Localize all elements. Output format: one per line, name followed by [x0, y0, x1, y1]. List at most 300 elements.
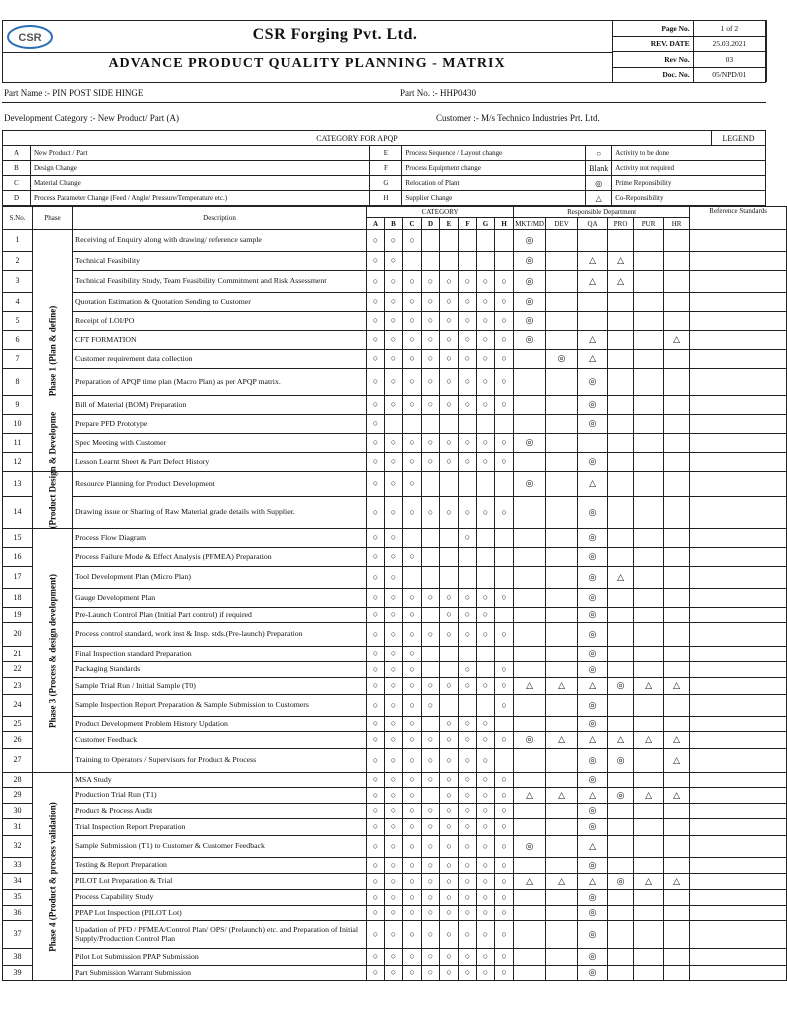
- meta-value: 03: [693, 52, 765, 68]
- dept-mark: [546, 949, 578, 966]
- category-mark: ○: [477, 678, 495, 695]
- meta-label: Page No.: [613, 21, 694, 37]
- activity-description: Quotation Estimation & Quotation Sending to Customer: [73, 293, 367, 312]
- category-mark: ○: [459, 804, 477, 819]
- category-mark: ○: [440, 369, 459, 396]
- table-row: [3, 271, 787, 293]
- category-letter: G: [370, 176, 402, 191]
- dept-mark: [634, 252, 664, 271]
- phase-cell: [33, 529, 73, 773]
- dept-mark: [514, 453, 546, 472]
- reference-cell: [690, 906, 787, 921]
- dept-mark: [664, 717, 690, 732]
- row-number: 31: [3, 819, 33, 836]
- category-letter: D: [3, 191, 31, 206]
- row-number: 36: [3, 906, 33, 921]
- dept-mark: [546, 396, 578, 415]
- dept-mark: [546, 966, 578, 981]
- category-mark: ○: [403, 271, 422, 293]
- dept-mark: [514, 567, 546, 589]
- table-row: [3, 773, 787, 788]
- apqp-matrix-table: [2, 206, 787, 981]
- dept-mark: [664, 773, 690, 788]
- dept-mark: [634, 623, 664, 647]
- category-mark: ○: [440, 608, 459, 623]
- legend-symbol: ◎: [586, 176, 612, 191]
- phase-label: Phase 1 (Plan & define): [46, 305, 57, 396]
- dept-mark: [514, 589, 546, 608]
- category-mark: ○: [495, 293, 514, 312]
- reference-cell: [690, 921, 787, 949]
- dept-mark: [634, 350, 664, 369]
- dept-mark: [664, 695, 690, 717]
- category-mark: [385, 415, 403, 434]
- dept-mark: ◎: [578, 415, 608, 434]
- col-dept: DEV: [546, 218, 578, 230]
- dept-mark: [608, 396, 634, 415]
- category-mark: ○: [367, 647, 385, 662]
- dept-mark: ◎: [578, 804, 608, 819]
- category-mark: ○: [367, 415, 385, 434]
- dept-mark: [514, 695, 546, 717]
- dept-mark: [578, 312, 608, 331]
- category-mark: ○: [422, 678, 440, 695]
- category-mark: [440, 695, 459, 717]
- reference-cell: [690, 312, 787, 331]
- dept-mark: [546, 819, 578, 836]
- dept-mark: △: [634, 788, 664, 804]
- dept-mark: [608, 949, 634, 966]
- category-mark: ○: [495, 858, 514, 874]
- category-mark: ○: [440, 906, 459, 921]
- category-mark: [422, 567, 440, 589]
- dept-mark: [608, 623, 634, 647]
- dept-mark: [608, 695, 634, 717]
- dept-mark: [546, 293, 578, 312]
- table-row: [3, 819, 787, 836]
- dept-mark: [634, 906, 664, 921]
- dept-mark: [546, 230, 578, 252]
- category-mark: ○: [495, 678, 514, 695]
- category-mark: ○: [495, 890, 514, 906]
- category-mark: ○: [477, 874, 495, 890]
- dept-mark: ◎: [578, 890, 608, 906]
- dept-mark: [664, 472, 690, 497]
- company-logo: [4, 22, 56, 52]
- category-mark: ○: [495, 396, 514, 415]
- dept-mark: [546, 434, 578, 453]
- phase-label: (Product Design & Developme: [46, 411, 57, 529]
- dept-mark: [608, 293, 634, 312]
- category-mark: [403, 567, 422, 589]
- reference-cell: [690, 497, 787, 529]
- dept-mark: [546, 921, 578, 949]
- dept-mark: [608, 453, 634, 472]
- category-mark: ○: [459, 608, 477, 623]
- category-mark: ○: [385, 836, 403, 858]
- reference-cell: [690, 966, 787, 981]
- category-mark: ○: [477, 949, 495, 966]
- row-number: 39: [3, 966, 33, 981]
- dept-mark: △: [578, 874, 608, 890]
- category-mark: [440, 415, 459, 434]
- reference-cell: [690, 788, 787, 804]
- dept-mark: [546, 804, 578, 819]
- category-mark: ○: [385, 678, 403, 695]
- category-mark: ○: [385, 396, 403, 415]
- dept-mark: [514, 819, 546, 836]
- table-row: [3, 788, 787, 804]
- dept-mark: [634, 497, 664, 529]
- category-mark: ○: [403, 331, 422, 350]
- category-mark: ○: [477, 623, 495, 647]
- table-row: [3, 252, 787, 271]
- category-mark: ○: [422, 966, 440, 981]
- dept-mark: [608, 773, 634, 788]
- category-mark: ○: [477, 788, 495, 804]
- dept-mark: △: [634, 678, 664, 695]
- dept-mark: [546, 647, 578, 662]
- category-letter: F: [370, 161, 402, 176]
- dept-mark: [634, 369, 664, 396]
- dept-mark: [634, 949, 664, 966]
- category-mark: ○: [385, 773, 403, 788]
- category-mark: ○: [459, 293, 477, 312]
- category-mark: ○: [367, 858, 385, 874]
- dept-mark: △: [664, 874, 690, 890]
- category-mark: ○: [477, 836, 495, 858]
- table-row: [3, 949, 787, 966]
- category-mark: [459, 567, 477, 589]
- table-row: [3, 836, 787, 858]
- activity-description: Packaging Standards: [73, 662, 367, 678]
- category-mark: ○: [422, 453, 440, 472]
- category-mark: [477, 567, 495, 589]
- table-row: [3, 312, 787, 331]
- meta-label: REV. DATE: [613, 36, 694, 52]
- category-mark: ○: [422, 434, 440, 453]
- category-mark: ○: [495, 949, 514, 966]
- activity-description: Technical Feasibility Study, Team Feasibility Commitment and Risk Assessment: [73, 271, 367, 293]
- dept-mark: ◎: [578, 369, 608, 396]
- reference-cell: [690, 647, 787, 662]
- category-mark: ○: [440, 921, 459, 949]
- reference-cell: [690, 678, 787, 695]
- dept-mark: ◎: [546, 350, 578, 369]
- dept-mark: [664, 434, 690, 453]
- row-number: 6: [3, 331, 33, 350]
- category-mark: ○: [459, 836, 477, 858]
- category-mark: ○: [477, 350, 495, 369]
- category-mark: ○: [403, 921, 422, 949]
- activity-description: Pilot Lot Submission PPAP Submission: [73, 949, 367, 966]
- category-mark: ○: [403, 788, 422, 804]
- dept-mark: △: [608, 252, 634, 271]
- category-mark: ○: [422, 589, 440, 608]
- dept-mark: [608, 966, 634, 981]
- dept-mark: △: [578, 732, 608, 749]
- table-row: [3, 331, 787, 350]
- category-mark: ○: [403, 230, 422, 252]
- table-row: [3, 623, 787, 647]
- dept-mark: [664, 293, 690, 312]
- category-mark: ○: [403, 695, 422, 717]
- category-text: Process Sequence / Layout change: [402, 146, 586, 161]
- category-mark: [422, 548, 440, 567]
- reference-cell: [690, 548, 787, 567]
- dept-mark: [546, 662, 578, 678]
- dept-mark: [608, 819, 634, 836]
- dept-mark: [514, 415, 546, 434]
- reference-cell: [690, 567, 787, 589]
- dept-mark: [546, 906, 578, 921]
- col-sno: S.No.: [3, 207, 33, 230]
- activity-description: Testing & Report Preparation: [73, 858, 367, 874]
- category-mark: ○: [422, 732, 440, 749]
- dept-mark: ◎: [608, 749, 634, 773]
- category-text: Process Equipment change: [402, 161, 586, 176]
- category-mark: ○: [385, 788, 403, 804]
- dept-mark: ◎: [578, 819, 608, 836]
- row-number: 17: [3, 567, 33, 589]
- reference-cell: [690, 732, 787, 749]
- reference-cell: [690, 293, 787, 312]
- table-row: [3, 567, 787, 589]
- dept-mark: [546, 331, 578, 350]
- table-row: [3, 548, 787, 567]
- meta-value: 25.03.2021: [693, 36, 765, 52]
- category-mark: ○: [422, 293, 440, 312]
- col-category-e: E: [440, 218, 459, 230]
- activity-description: Process Failure Mode & Effect Analysis (PFMEA) Preparation: [73, 548, 367, 567]
- dept-mark: [634, 836, 664, 858]
- category-mark: ○: [459, 662, 477, 678]
- dept-mark: [514, 717, 546, 732]
- reference-cell: [690, 529, 787, 548]
- dept-mark: [634, 312, 664, 331]
- row-number: 21: [3, 647, 33, 662]
- category-mark: ○: [495, 589, 514, 608]
- reference-cell: [690, 252, 787, 271]
- category-mark: [459, 647, 477, 662]
- category-mark: ○: [477, 804, 495, 819]
- category-mark: ○: [422, 623, 440, 647]
- category-mark: ○: [440, 453, 459, 472]
- dept-mark: [546, 773, 578, 788]
- category-mark: ○: [440, 819, 459, 836]
- category-mark: [459, 472, 477, 497]
- dept-mark: ◎: [578, 589, 608, 608]
- dept-mark: [664, 252, 690, 271]
- row-number: 22: [3, 662, 33, 678]
- dept-mark: [546, 717, 578, 732]
- dept-mark: [664, 415, 690, 434]
- dept-mark: [608, 369, 634, 396]
- dept-mark: △: [514, 788, 546, 804]
- dept-mark: [664, 369, 690, 396]
- dept-mark: ◎: [514, 312, 546, 331]
- category-letter: B: [3, 161, 31, 176]
- activity-description: Sample Inspection Report Preparation & Sample Submission to Customers: [73, 695, 367, 717]
- dept-mark: ◎: [578, 695, 608, 717]
- category-mark: ○: [367, 874, 385, 890]
- category-mark: [422, 472, 440, 497]
- dept-mark: [608, 589, 634, 608]
- category-mark: [477, 230, 495, 252]
- activity-description: Product Development Problem History Updation: [73, 717, 367, 732]
- category-mark: ○: [422, 271, 440, 293]
- category-mark: ○: [367, 453, 385, 472]
- dept-mark: [634, 717, 664, 732]
- dept-mark: [664, 350, 690, 369]
- dept-mark: [634, 434, 664, 453]
- row-number: 34: [3, 874, 33, 890]
- dept-mark: [664, 497, 690, 529]
- category-mark: ○: [385, 230, 403, 252]
- dept-mark: [664, 890, 690, 906]
- category-mark: ○: [385, 331, 403, 350]
- category-mark: ○: [459, 589, 477, 608]
- category-mark: ○: [459, 788, 477, 804]
- category-mark: ○: [422, 331, 440, 350]
- activity-description: Product & Process Audit: [73, 804, 367, 819]
- row-number: 12: [3, 453, 33, 472]
- category-mark: [459, 230, 477, 252]
- meta-label: Rev No.: [613, 52, 694, 68]
- dept-mark: [634, 529, 664, 548]
- category-mark: ○: [422, 369, 440, 396]
- category-text: Material Change: [30, 176, 370, 191]
- dept-mark: ◎: [578, 623, 608, 647]
- category-mark: [422, 662, 440, 678]
- col-reference: Reference Standards: [690, 207, 787, 230]
- category-mark: ○: [495, 695, 514, 717]
- category-mark: ○: [459, 858, 477, 874]
- category-mark: [459, 695, 477, 717]
- row-number: 24: [3, 695, 33, 717]
- category-mark: ○: [367, 271, 385, 293]
- category-mark: ○: [367, 252, 385, 271]
- row-number: 35: [3, 890, 33, 906]
- category-mark: ○: [440, 623, 459, 647]
- category-mark: ○: [403, 312, 422, 331]
- category-mark: ○: [459, 819, 477, 836]
- table-row: [3, 804, 787, 819]
- category-mark: ○: [495, 788, 514, 804]
- category-mark: ○: [495, 497, 514, 529]
- category-mark: ○: [367, 497, 385, 529]
- table-row: [3, 749, 787, 773]
- legend-symbol: △: [586, 191, 612, 206]
- activity-description: Upadation of PFD / PFMEA/Control Plan/ OPS/ (Prelaunch) etc. and Preparation of Initial Supply/Production Control Plan: [73, 921, 367, 949]
- table-row: [3, 453, 787, 472]
- category-mark: ○: [385, 453, 403, 472]
- dept-mark: [634, 548, 664, 567]
- dept-mark: △: [578, 331, 608, 350]
- category-mark: [477, 662, 495, 678]
- category-text: New Product / Part: [30, 146, 370, 161]
- category-mark: ○: [459, 434, 477, 453]
- category-mark: [477, 529, 495, 548]
- dept-mark: ◎: [608, 874, 634, 890]
- reference-cell: [690, 695, 787, 717]
- activity-description: Process control standard, work inst & Insp. stds.(Pre-launch) Preparation: [73, 623, 367, 647]
- category-mark: ○: [477, 966, 495, 981]
- dept-mark: [514, 921, 546, 949]
- row-number: 30: [3, 804, 33, 819]
- dept-mark: [664, 906, 690, 921]
- category-mark: ○: [367, 350, 385, 369]
- category-mark: [422, 717, 440, 732]
- table-row: [3, 497, 787, 529]
- dept-mark: [608, 331, 634, 350]
- table-row: [3, 472, 787, 497]
- dept-mark: [546, 312, 578, 331]
- activity-description: Spec Meeting with Customer: [73, 434, 367, 453]
- category-mark: ○: [495, 331, 514, 350]
- category-mark: ○: [403, 647, 422, 662]
- dept-mark: △: [634, 874, 664, 890]
- category-mark: ○: [367, 819, 385, 836]
- dept-mark: [608, 890, 634, 906]
- category-mark: ○: [422, 819, 440, 836]
- dept-mark: [664, 819, 690, 836]
- category-mark: ○: [495, 804, 514, 819]
- category-mark: ○: [385, 623, 403, 647]
- category-mark: ○: [385, 819, 403, 836]
- category-mark: ○: [367, 331, 385, 350]
- category-mark: ○: [477, 749, 495, 773]
- dept-mark: [608, 608, 634, 623]
- category-mark: ○: [367, 312, 385, 331]
- dept-mark: [514, 858, 546, 874]
- category-mark: ○: [440, 271, 459, 293]
- col-responsible: Responsible Department: [514, 207, 690, 218]
- dept-mark: [664, 453, 690, 472]
- table-row: [3, 369, 787, 396]
- category-mark: ○: [385, 434, 403, 453]
- dept-mark: [634, 567, 664, 589]
- activity-description: Sample Trial Run / Initial Sample (T0): [73, 678, 367, 695]
- category-mark: ○: [403, 890, 422, 906]
- activity-description: Production Trial Run (T1): [73, 788, 367, 804]
- reference-cell: [690, 453, 787, 472]
- dept-mark: [608, 804, 634, 819]
- category-mark: [440, 472, 459, 497]
- dept-mark: [546, 497, 578, 529]
- category-mark: ○: [385, 252, 403, 271]
- dept-mark: [634, 921, 664, 949]
- dept-mark: ◎: [578, 453, 608, 472]
- category-mark: ○: [440, 804, 459, 819]
- category-mark: ○: [385, 890, 403, 906]
- dept-mark: △: [664, 749, 690, 773]
- category-mark: [459, 548, 477, 567]
- dept-mark: [546, 890, 578, 906]
- category-mark: ○: [367, 749, 385, 773]
- category-mark: ○: [440, 293, 459, 312]
- category-mark: ○: [403, 497, 422, 529]
- reference-cell: [690, 874, 787, 890]
- reference-cell: [690, 890, 787, 906]
- category-mark: ○: [403, 369, 422, 396]
- category-mark: ○: [385, 966, 403, 981]
- category-title: CATEGORY FOR APQP: [3, 131, 712, 146]
- category-mark: ○: [440, 874, 459, 890]
- category-mark: ○: [440, 858, 459, 874]
- dept-mark: ◎: [578, 717, 608, 732]
- row-number: 1: [3, 230, 33, 252]
